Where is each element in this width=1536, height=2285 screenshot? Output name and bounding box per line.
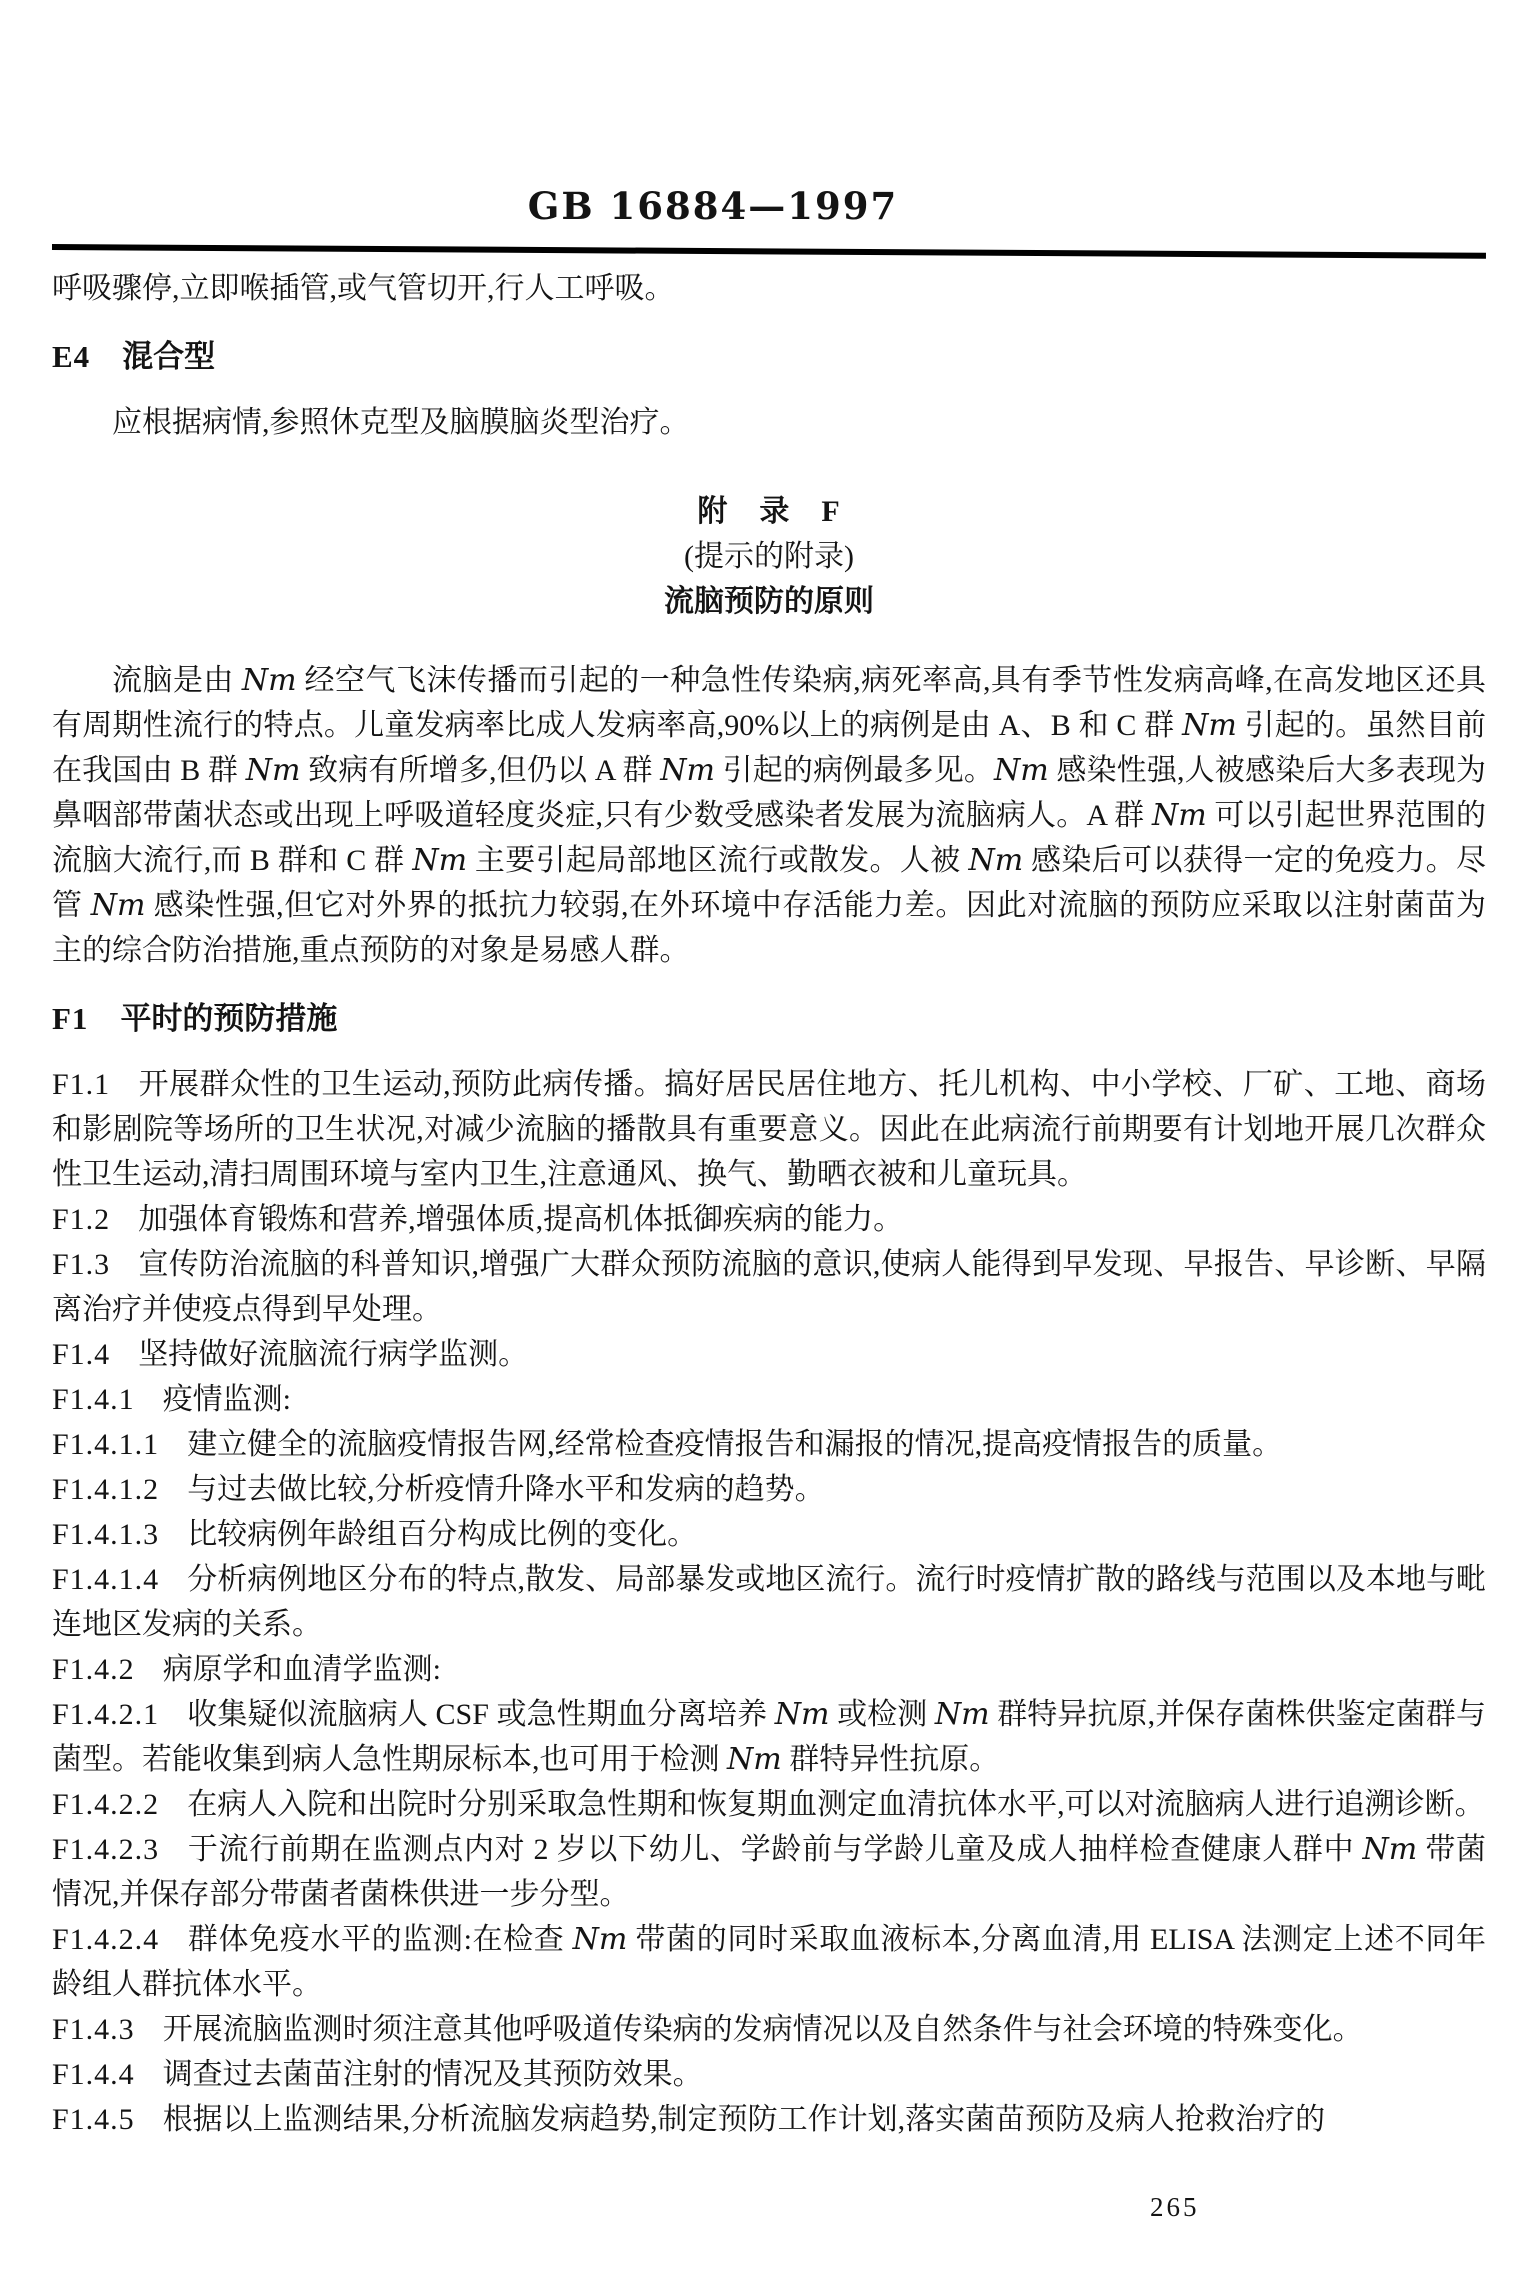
clause-number: F1.4.1.2 [52,1473,160,1506]
paragraph-text: 呼吸骤停,立即喉插管,或气管切开,行人工呼吸。 [52,272,675,305]
clause-paragraph [52,1062,1486,1197]
header-rule [52,244,1486,259]
clause-paragraph [52,2097,1486,2142]
clause-number: F1 [52,1001,89,1036]
doc-header [0,186,1430,226]
clause-number: F1.4.2.2 [52,1788,160,1821]
paragraph-text: 平时的预防措施 [120,1001,338,1036]
paragraph-text: 流脑是由 Nm 经空气飞沫传播而引起的一种急性传染病,病死率高,具有季节性发病高峰,在高发地区还具有周期性流行的特点。儿童发病率比成人发病率高,90%以上的病例是由 A、B 和 C 群 Nm 引起的。虽然目前在我国由 B 群 Nm 致病有所增多,但仍以 A 群 Nm 引起的病例最多见。Nm 感染性强,人被感染后大多表现为鼻咽部带菌状态或出现上呼吸道轻度炎症,只有少数受感染者发展为流脑病人。A 群 Nm 可以引起世界范围的流脑大流行,而 B 群和 C 群 Nm 主要引起局部地区流行或散发。人被 Nm 感染后可以获得一定的免疫力。尽管 Nm 感染性强,但它对外界的抵抗力较弱,在外环境中存活能力差。因此对流脑的预防应采取以注射菌苗为主的综合防治措施,重点预防的对象是易感人群。 [52,663,1487,967]
paragraph-text: 宣传防治流脑的科普知识,增强广大群众预防流脑的意识,使病人能得到早发现、早报告、早诊断、早隔离治疗并使疫点得到早处理。 [52,1248,1486,1326]
annex-title [52,534,1486,579]
paragraph-text: 流脑预防的原则 [664,585,874,618]
clause-number: F1.4.1.1 [52,1428,160,1461]
clause-number: F1.4.1 [52,1383,135,1416]
page-number: 265 [1150,2192,1200,2222]
clause-number: F1.4.4 [52,2058,135,2091]
paragraph-text: 坚持做好流脑流行病学监测。 [138,1338,529,1371]
paragraph-text: 附 录 F [697,495,841,528]
section-heading [52,996,1486,1041]
clause-paragraph [52,1512,1486,1557]
paragraph-text: 疫情监测: [162,1383,292,1416]
clause-paragraph [52,1692,1486,1782]
clause-number: F1.4.2.4 [52,1923,160,1956]
clause-paragraph [52,1377,1486,1422]
clause-paragraph [52,1242,1486,1332]
paragraph-text: 比较病例年龄组百分构成比例的变化。 [187,1518,698,1551]
clause-number: F1.1 [52,1068,111,1101]
section-heading [52,334,1486,379]
paragraph-text: 根据以上监测结果,分析流脑发病趋势,制定预防工作计划,落实菌苗预防及病人抢救治疗的 [162,2103,1326,2136]
clause-paragraph [52,2007,1486,2052]
annex-title [52,579,1486,624]
paragraph [52,658,1486,973]
paragraph [52,400,1486,445]
paragraph-text: 于流行前期在监测点内对 2 岁以下幼儿、学龄前与学龄儿童及成人抽样检查健康人群中 Nm 带菌情况,并保存部分带菌者菌株供进一步分型。 [52,1832,1487,1911]
clause-number: F1.4.1.4 [52,1563,160,1596]
paragraph-text: 开展群众性的卫生运动,预防此病传播。搞好居民居住地方、托儿机构、中小学校、厂矿、工地、商场和影剧院等场所的卫生状况,对减少流脑的播散具有重要意义。因此在此病流行前期要有计划地开展几次群众性卫生运动,清扫周围环境与室内卫生,注意通风、换气、勤晒衣被和儿童玩具。 [52,1068,1486,1191]
clause-number: F1.4.2 [52,1653,135,1686]
clause-number: F1.4.2.1 [52,1698,160,1731]
clause-paragraph [52,1557,1486,1647]
clause-number: F1.3 [52,1248,111,1281]
paragraph-text: (提示的附录) [684,540,854,573]
paragraph-text: 加强体育锻炼和营养,增强体质,提高机体抵御疾病的能力。 [138,1203,904,1236]
paragraph-text: 建立健全的流脑疫情报告网,经常检查疫情报告和漏报的情况,提高疫情报告的质量。 [187,1428,1283,1461]
clause-number: F1.4.3 [52,2013,135,2046]
clause-paragraph [52,1467,1486,1512]
paragraph-text: 与过去做比较,分析疫情升降水平和发病的趋势。 [187,1473,825,1506]
clause-paragraph [52,1422,1486,1467]
paragraph [52,266,1486,311]
clause-paragraph [52,1917,1486,2007]
clause-number: F1.4.5 [52,2103,135,2136]
paragraph-text: 开展流脑监测时须注意其他呼吸道传染病的发病情况以及自然条件与社会环境的特殊变化。 [162,2013,1363,2046]
clause-number: F1.4.2.3 [52,1833,160,1866]
paragraph-text: 收集疑似流脑病人 CSF 或急性期血分离培养 Nm 或检测 Nm 群特异抗原,并保存菌株供鉴定菌群与菌型。若能收集到病人急性期尿标本,也可用于检测 Nm 群特异性抗原。 [52,1697,1487,1777]
doc-code: GB 16884—1997 [527,184,899,228]
paragraph-text: 群体免疫水平的监测:在检查 Nm 带菌的同时采取血液标本,分离血清,用 ELISA 法测定上述不同年龄组人群抗体水平。 [52,1922,1486,2001]
paragraph-text: 分析病例地区分布的特点,散发、局部暴发或地区流行。流行时疫情扩散的路线与范围以及本地与毗连地区发病的关系。 [52,1563,1486,1641]
paragraph-text: 在病人入院和出院时分别采取急性期和恢复期血测定血清抗体水平,可以对流脑病人进行追溯诊断。 [187,1788,1485,1821]
paragraph-text: 混合型 [122,339,216,374]
clause-paragraph [52,1827,1486,1917]
page-content [52,266,1486,2142]
clause-paragraph [52,1197,1486,1242]
clause-paragraph [52,1647,1486,1692]
clause-paragraph [52,1782,1486,1827]
paragraph-text: 应根据病情,参照休克型及脑膜脑炎型治疗。 [112,406,690,439]
clause-number: F1.4.1.3 [52,1518,160,1551]
clause-number: E4 [52,339,91,374]
clause-number: F1.4 [52,1338,111,1371]
paragraph-text: 调查过去菌苗注射的情况及其预防效果。 [162,2058,703,2091]
clause-paragraph [52,1332,1486,1377]
clause-paragraph [52,2052,1486,2097]
clause-number: F1.2 [52,1203,111,1236]
annex-title [52,489,1486,534]
paragraph-text: 病原学和血清学监测: [162,1653,442,1686]
